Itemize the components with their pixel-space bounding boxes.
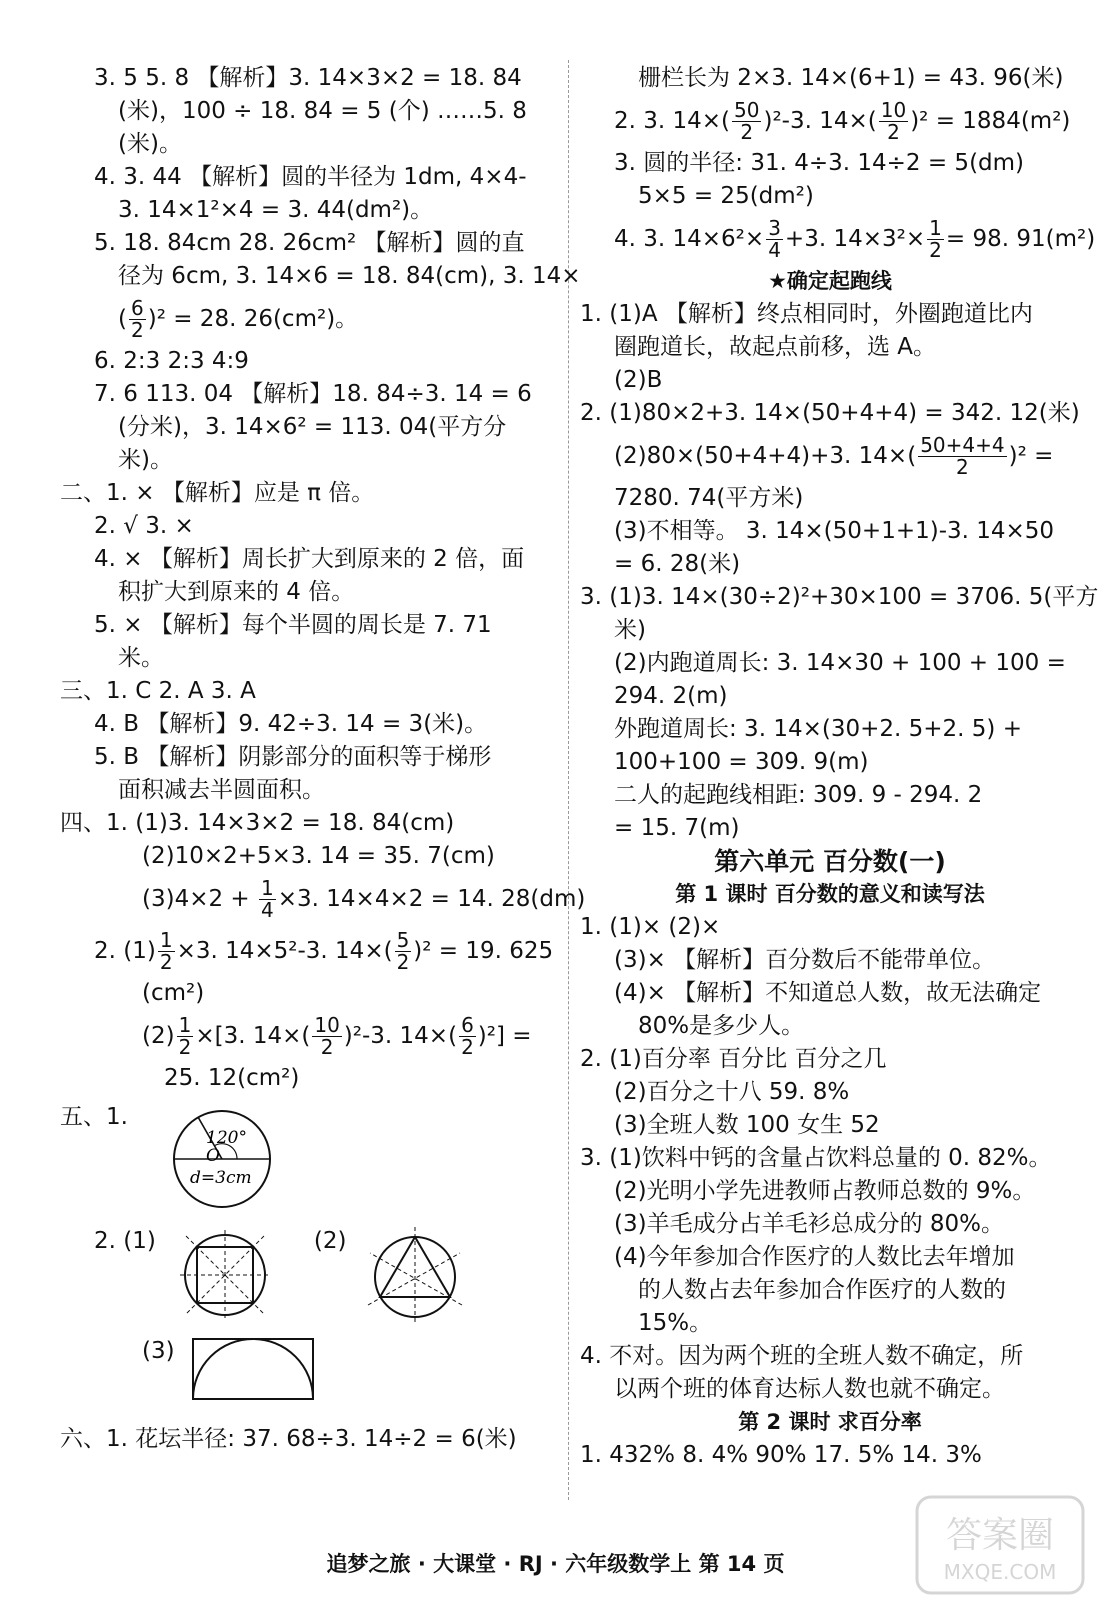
- answer-line: 25. 12(cm²): [164, 1065, 300, 1091]
- right-column: [580, 62, 1099, 1472]
- fraction: [732, 100, 761, 143]
- answer-line: 6. 2:3 2:3 4:9: [94, 348, 249, 374]
- answer-line: 1. (1)A 【解析】终点相同时，外圈跑道比内: [580, 301, 1033, 327]
- fraction: [129, 298, 146, 341]
- answer-line: (3): [142, 1338, 175, 1364]
- text: 2. (1): [94, 938, 156, 964]
- text: (: [118, 306, 127, 332]
- numerator: 10: [314, 1013, 340, 1037]
- section-line: 四、1. (1)3. 14×3×2 = 18. 84(cm): [60, 810, 455, 836]
- text: ×3. 14×4×2 = 14. 28(dm): [277, 886, 586, 912]
- answer-line: 面积减去半圆面积。: [118, 777, 325, 803]
- center-label: O: [205, 1146, 220, 1166]
- denominator: 2: [929, 238, 942, 262]
- answer-line: (2)内跑道周长: 3. 14×30 + 100 + 100 =: [614, 650, 1066, 676]
- text: 2. 3. 14×(: [614, 108, 731, 134]
- answer-line: 的人数占去年参加合作医疗的人数的: [638, 1277, 1006, 1303]
- answer-line: 5. × 【解析】每个半圆的周长是 7. 71: [94, 612, 492, 638]
- answer-line: (4)× 【解析】不知道总人数，故无法确定: [614, 980, 1042, 1006]
- text: 4. 3. 14×6²×: [614, 226, 765, 252]
- numerator: 1: [178, 1013, 192, 1037]
- text: +3. 14×3²×: [784, 226, 926, 252]
- left-column: [60, 62, 586, 1456]
- answer-line: 2. (1)80×2+3. 14×(50+4+4) = 342. 12(米): [580, 400, 1080, 426]
- page-footer: 追梦之旅 · 大课堂 · RJ · 六年级数学上 第 14 页: [326, 1552, 785, 1576]
- circle-square-figure: [170, 1225, 280, 1325]
- answer-line: (分米)，3. 14×6² = 113. 04(平方分: [118, 414, 507, 440]
- numerator: 5: [396, 928, 410, 952]
- answer-line: (3)× 【解析】百分数后不能带单位。: [614, 947, 996, 973]
- answer-line: 3. 5 5. 8 【解析】3. 14×3×2 = 18. 84: [94, 65, 522, 91]
- section-line: 三、1. C 2. A 3. A: [60, 678, 256, 704]
- numerator: 1: [261, 876, 274, 900]
- section-heading: ★确定起跑线: [768, 269, 892, 293]
- answer-line: 15%。: [638, 1310, 713, 1336]
- denominator: 2: [159, 950, 173, 974]
- diameter-label: d=3cm: [189, 1168, 252, 1188]
- answer-line: 1. (1)× (2)×: [580, 914, 721, 940]
- answer-line: (2)B: [614, 367, 663, 393]
- numerator: 50: [734, 98, 760, 122]
- fraction: [312, 1015, 341, 1058]
- answer-line: [60, 293, 560, 345]
- numerator: 1: [929, 216, 942, 240]
- text: )² =: [1008, 443, 1054, 469]
- denominator: 2: [956, 455, 969, 479]
- denominator: 2: [740, 120, 754, 144]
- answer-line: 4. × 【解析】周长扩大到原来的 2 倍，面: [94, 546, 525, 572]
- answer-line: (2)百分之十八 59. 8%: [614, 1079, 850, 1105]
- lesson-title: 第 1 课时 百分数的意义和读写法: [675, 882, 985, 906]
- watermark-text: 答案圈: [945, 1515, 1055, 1556]
- answer-line: 外跑道周长: 3. 14×(30+2. 5+2. 5) +: [614, 716, 1022, 742]
- answer-line: 5. B 【解析】阴影部分的面积等于梯形: [94, 744, 492, 770]
- answer-line: (3)羊毛成分占羊毛衫总成分的 80%。: [614, 1211, 1005, 1237]
- text: )² = 19. 625: [413, 938, 554, 964]
- answer-line: 80%是多少人。: [638, 1013, 805, 1039]
- answer-line: (3)全班人数 100 女生 52: [614, 1112, 880, 1138]
- answer-line: 米): [614, 617, 646, 643]
- section-line: 五、1.: [60, 1104, 128, 1130]
- text: (2)80×(50+4+4)+3. 14×(: [614, 443, 917, 469]
- answer-line: (3)不相等。 3. 14×(50+1+1)-3. 14×50: [614, 518, 1055, 544]
- answer-line: (4)今年参加合作医疗的人数比去年增加: [614, 1244, 1015, 1270]
- figure-row: [60, 1225, 560, 1325]
- numerator: 1: [159, 928, 173, 952]
- answer-line: 积扩大到原来的 4 倍。: [118, 579, 355, 605]
- answer-line: 4. 不对。因为两个班的全班人数不确定，所: [580, 1343, 1024, 1369]
- denominator: 2: [396, 950, 410, 974]
- rectangle-semicircle-figure: [189, 1335, 319, 1405]
- fraction: [918, 435, 1006, 478]
- numerator: 6: [130, 296, 144, 320]
- fraction: [766, 218, 783, 261]
- angle-label: 120°: [205, 1128, 247, 1148]
- section-line: 二、1. × 【解析】应是 π 倍。: [60, 480, 375, 506]
- answer-line: (cm²): [142, 980, 205, 1006]
- watermark-logo: [915, 1495, 1085, 1595]
- denominator: 2: [461, 1035, 474, 1059]
- fraction: [259, 878, 276, 921]
- answer-line: (2): [313, 1228, 347, 1254]
- circle-angle-figure: [142, 1101, 302, 1211]
- denominator: 2: [178, 1035, 192, 1059]
- answer-line: 3. (1)饮料中钙的含量占饮料总量的 0. 82%。: [580, 1145, 1052, 1171]
- fraction: [158, 930, 175, 973]
- text: ×3. 14×5²-3. 14×(: [176, 938, 393, 964]
- denominator: 4: [768, 238, 781, 262]
- answer-line: (2)光明小学先进教师占教师总数的 9%。: [614, 1178, 1036, 1204]
- answer-line: = 15. 7(m): [614, 815, 740, 841]
- watermark-url: MXQE.COM: [943, 1560, 1057, 1584]
- answer-line: 7280. 74(平方米): [614, 485, 804, 511]
- answer-line: 5×5 = 25(dm²): [638, 183, 814, 209]
- answer-line: [60, 1010, 560, 1062]
- lesson-title: 第 2 课时 求百分率: [738, 1410, 922, 1434]
- text: ×[3. 14×(: [195, 1023, 311, 1049]
- answer-line: 5. 18. 84cm 28. 26cm² 【解析】圆的直: [94, 230, 525, 256]
- answer-line: (2)10×2+5×3. 14 = 35. 7(cm): [142, 843, 495, 869]
- answer-line: (米)。: [118, 131, 182, 157]
- fraction: [927, 218, 944, 261]
- text: )² = 1884(m²): [910, 108, 1071, 134]
- answer-line: 3. 圆的半径: 31. 4÷3. 14÷2 = 5(dm): [614, 150, 1025, 176]
- answer-line: 圈跑道长，故起点前移，选 A。: [614, 334, 937, 360]
- text: (3)4×2 +: [142, 886, 258, 912]
- answer-line: [580, 95, 1080, 147]
- answer-line: 3. 14×1²×4 = 3. 44(dm²)。: [118, 197, 434, 223]
- answer-line: 米。: [118, 645, 164, 671]
- answer-line: 径为 6cm, 3. 14×6 = 18. 84(cm), 3. 14×: [118, 263, 581, 289]
- fraction: [177, 1015, 194, 1058]
- fraction: [395, 930, 412, 973]
- figure-row: [60, 1335, 560, 1405]
- denominator: 4: [261, 898, 274, 922]
- answer-line: 2. (1)百分率 百分比 百分之几: [580, 1046, 887, 1072]
- answer-line: (米)，100 ÷ 18. 84 = 5 (个) ……5. 8: [118, 98, 527, 124]
- answer-line: = 6. 28(米): [614, 551, 741, 577]
- text: )²] =: [477, 1023, 532, 1049]
- text: )²-3. 14×(: [343, 1023, 458, 1049]
- numerator: 10: [880, 98, 907, 122]
- answer-line: [580, 430, 1080, 482]
- answer-line: 100+100 = 309. 9(m): [614, 749, 869, 775]
- numerator: 50+4+4: [920, 433, 1005, 457]
- text: (2): [142, 1023, 175, 1049]
- answer-line: [60, 873, 586, 925]
- circle-triangle-figure: [360, 1225, 470, 1325]
- answer-line: 3. (1)3. 14×(30÷2)²+30×100 = 3706. 5(平方: [580, 584, 1099, 610]
- fraction: [459, 1015, 476, 1058]
- numerator: 6: [461, 1013, 474, 1037]
- answer-line: 294. 2(m): [614, 683, 728, 709]
- answer-line: 4. B 【解析】9. 42÷3. 14 = 3(米)。: [94, 711, 488, 737]
- denominator: 2: [887, 120, 900, 144]
- text: )² = 28. 26(cm²)。: [147, 306, 359, 332]
- denominator: 2: [130, 318, 144, 342]
- numerator: 3: [768, 216, 781, 240]
- text: = 98. 91(m²): [945, 226, 1096, 252]
- fraction: [879, 100, 908, 143]
- answer-line: 米)。: [118, 447, 173, 473]
- answer-line: 7. 6 113. 04 【解析】18. 84÷3. 14 = 6: [94, 381, 532, 407]
- answer-line: 栅栏长为 2×3. 14×(6+1) = 43. 96(米): [638, 65, 1064, 91]
- text: )²-3. 14×(: [763, 108, 877, 134]
- answer-line: [580, 213, 1096, 265]
- answer-line: [60, 925, 560, 977]
- answer-line: 2. √ 3. ×: [94, 513, 194, 539]
- unit-title: 第六单元 百分数(一): [714, 847, 946, 876]
- answer-line: 以两个班的体育达标人数也就不确定。: [614, 1376, 1005, 1402]
- answer-line: 1. 432% 8. 4% 90% 17. 5% 14. 3%: [580, 1442, 982, 1468]
- answer-line: 4. 3. 44 【解析】圆的半径为 1dm, 4×4-: [94, 164, 527, 190]
- answer-line: 二人的起跑线相距: 309. 9 - 294. 2: [614, 782, 983, 808]
- section-line: 六、1. 花坛半径: 37. 68÷3. 14÷2 = 6(米): [60, 1426, 517, 1452]
- answer-line: 2. (1): [94, 1228, 156, 1254]
- denominator: 2: [320, 1035, 334, 1059]
- figure-row: [60, 1101, 560, 1211]
